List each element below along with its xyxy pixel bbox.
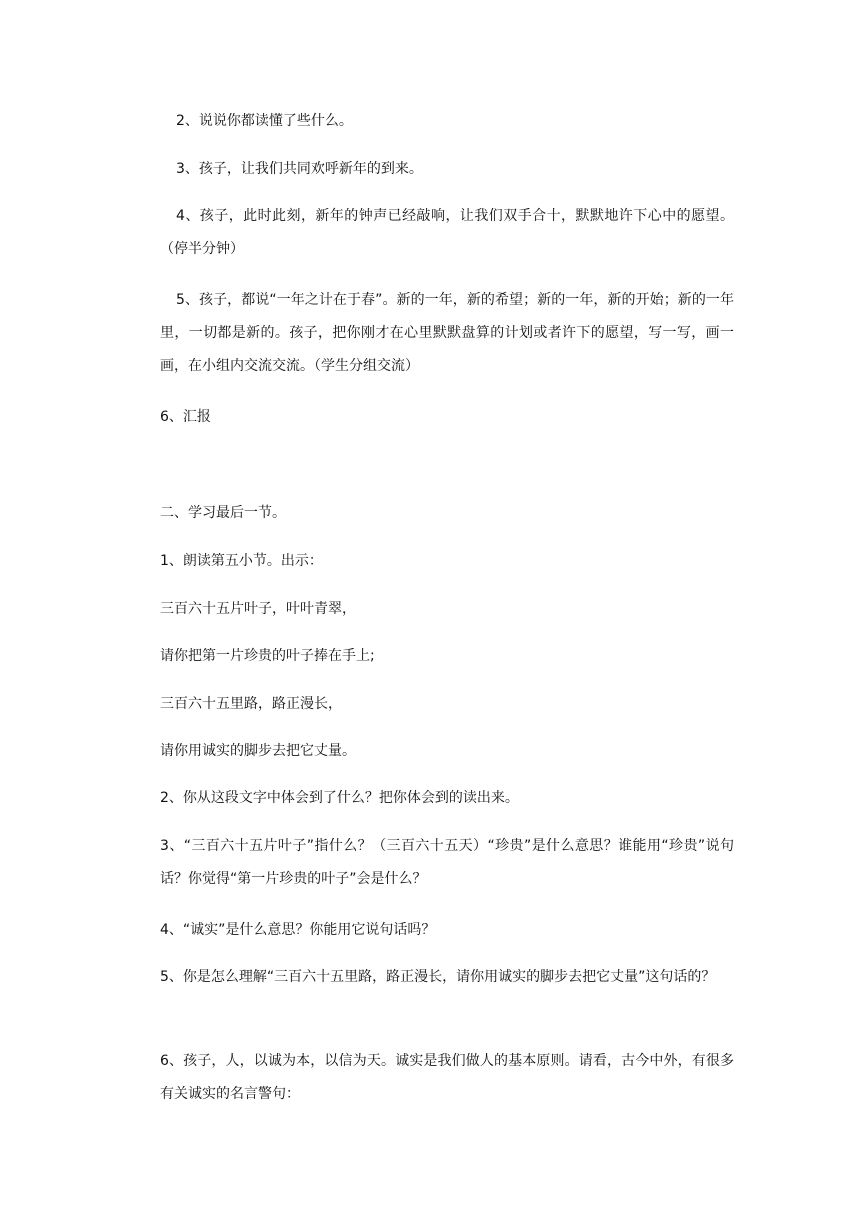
poem-line-4: 请你用诚实的脚步去把它丈量。: [160, 743, 356, 759]
paragraph-step-6: 6、汇报: [160, 409, 211, 425]
paragraph-question-2: 2、你从这段文字中体会到了什么？把你体会到的读出来。: [160, 790, 519, 806]
paragraph-question-4: 4、“诚实”是什么意思？你能用它说句话吗？: [160, 922, 436, 938]
section-heading: 二、学习最后一节。: [160, 505, 286, 521]
poem-line-2: 请你把第一片珍贵的叶子捧在手上;: [160, 648, 375, 664]
paragraph-step-3: 3、孩子，让我们共同欢呼新年的到来。: [176, 161, 423, 177]
paragraph-question-6: 6、孩子，人，以诚为本，以信为天。诚实是我们做人的基本原则。请看，古今中外，有很多有关诚实的名言警句：: [160, 1053, 734, 1102]
paragraph-question-5: 5、你是怎么理解“三百六十五里路，路正漫长，请你用诚实的脚步去把它丈量”这句话的？: [160, 969, 716, 985]
poem-line-3: 三百六十五里路，路正漫长，: [160, 696, 342, 712]
paragraph-step-2: 2、说说你都读懂了些什么。: [176, 113, 353, 129]
paragraph-step-4: 4、孩子，此时此刻，新年的钟声已经敲响，让我们双手合十，默默地许下心中的愿望。（停半分钟）: [160, 208, 734, 257]
poem-line-1: 三百六十五片叶子，叶叶青翠，: [160, 601, 356, 617]
paragraph-read-aloud: 1、朗读第五小节。出示：: [160, 553, 323, 569]
paragraph-question-3: 3、“三百六十五片叶子”指什么？（三百六十五天）“珍贵”是什么意思？谁能用“珍贵”说句话？你觉得“第一片珍贵的叶子”会是什么？: [160, 838, 734, 887]
paragraph-step-5: 5、孩子，都说“一年之计在于春”。新的一年，新的希望；新的一年，新的开始；新的一年里，一切都是新的。孩子，把你刚才在心里默默盘算的计划或者许下的愿望，写一写，画一画，在小组内交流交流。（学生分组交流）: [160, 292, 734, 374]
